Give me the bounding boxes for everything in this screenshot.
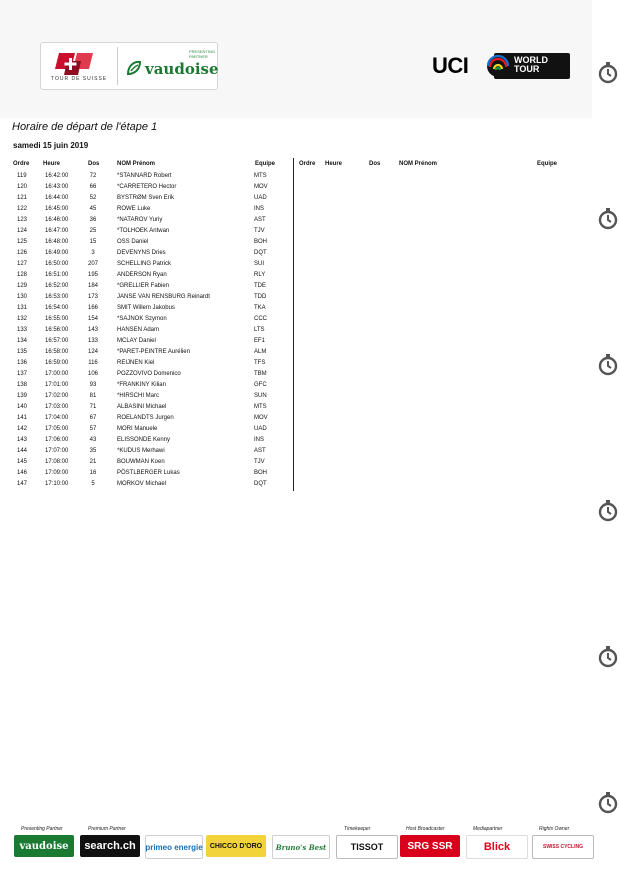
start-time: 16:46:00 [45,217,69,223]
rider-name: *FRANKINY Kilian [117,382,166,388]
table-row [0,371,300,382]
rider-order: 136 [17,360,28,366]
sponsor-label: Premium Partner [88,826,126,832]
uci-wordmark: UCI [432,53,469,78]
bib-number: 45 [89,206,97,212]
sponsor-label: Mediapartner [473,826,503,832]
rider-order: 140 [17,404,28,410]
start-time: 16:57:00 [45,338,69,344]
rider-order: 141 [17,415,28,421]
presenting-partner-caption: PRESENTING PARTNER [189,49,216,59]
stopwatch-icon [598,208,618,230]
team-code: ALM [254,349,267,355]
rider-name: POZZOVIVO Domenico [117,371,181,377]
rider-order: 124 [17,228,28,234]
bib-number: 106 [87,371,98,377]
rider-order: 131 [17,305,28,311]
rider-name: MCLAY Daniel [117,338,156,344]
col-header-dos-right: Dos [369,161,381,167]
sponsor-srg-ssr: SRG SSR [400,835,460,857]
page-title: Horaire de départ de l'étape 1 [12,121,158,133]
sponsor-label: Presenting Partner [21,826,63,832]
rider-name: *TOLHOEK Antwan [117,228,170,234]
rider-name: MORI Manuele [117,426,158,432]
team-code: INS [254,206,265,212]
rider-order: 138 [17,382,28,388]
table-row [0,338,300,349]
sponsor-label: Host Broadcaster [406,826,445,832]
start-time: 16:58:00 [45,349,69,355]
bib-number: 16 [89,470,97,476]
team-code: SUN [254,393,267,399]
table-row [0,393,300,404]
bib-number: 124 [87,349,98,355]
stage-date: samedi 15 juin 2019 [13,141,89,150]
team-code: DQT [254,250,267,256]
sponsor-brunos: Bruno's Best [272,835,330,859]
bib-number: 15 [89,239,97,245]
team-code: SUI [254,261,265,267]
rider-order: 130 [17,294,28,300]
world-tour-text: WORLD TOUR [514,55,548,74]
team-code: TKA [254,305,266,311]
rider-order: 125 [17,239,28,245]
rider-name: JANSE VAN RENSBURG Reinardt [117,294,210,300]
bib-number: 52 [89,195,97,201]
team-code: MOV [254,184,268,190]
col-header-nom: NOM Prénom [117,161,156,167]
table-row [0,217,300,228]
team-code: CCC [254,316,267,322]
start-time: 17:02:00 [45,393,69,399]
start-time: 16:50:00 [45,261,69,267]
rider-name: *GRELLIER Fabien [117,283,170,289]
table-row [0,173,300,184]
rider-order: 142 [17,426,28,432]
rider-name: *HIRSCHI Marc [117,393,160,399]
team-code: LTS [254,327,265,333]
table-row [0,415,300,426]
start-time: 17:01:00 [45,382,69,388]
rider-name: MORKOV Michael [117,481,167,487]
rider-order: 128 [17,272,28,278]
stopwatch-icon [598,792,618,814]
bib-number: 173 [87,294,98,300]
sponsor-footer [0,826,620,866]
sponsor-tissot: TISSOT [336,835,398,859]
rider-name: ANDERSON Ryan [117,272,167,278]
tour-de-suisse-wordmark: TOUR DE SUISSE [51,76,108,82]
logo-divider [117,47,118,85]
table-row [0,426,300,437]
rider-name: ALBASINI Michael [117,404,167,410]
vaudoise-wordmark: vaudoise [145,60,219,78]
start-time: 16:43:00 [45,184,69,190]
table-row [0,316,300,327]
col-header-equipe-right: Equipe [537,161,558,167]
rider-name: *CARRETERO Hector [117,184,177,190]
table-row [0,448,300,459]
table-row [0,481,300,492]
table-row [0,470,300,481]
rider-order: 119 [17,173,27,179]
rider-order: 134 [17,338,28,344]
rider-order: 132 [17,316,28,322]
rider-order: 122 [17,206,28,212]
start-time: 16:44:00 [45,195,69,201]
start-time: 16:47:00 [45,228,69,234]
bib-number: 43 [89,437,97,443]
team-code: TJV [254,228,265,234]
team-code: BOH [254,470,268,476]
team-code: UAD [254,195,267,201]
bib-number: 72 [89,173,97,179]
rider-order: 146 [17,470,28,476]
team-code: MTS [254,404,267,410]
bib-number: 21 [89,459,97,465]
bib-number: 81 [89,393,97,399]
stopwatch-icon [598,646,618,668]
bib-number: 133 [87,338,98,344]
rider-name: BOUWMAN Koen [117,459,165,465]
rider-name: ROELANDTS Jurgen [117,415,174,421]
start-time: 16:52:00 [45,283,69,289]
rider-name: SCHELLING Patrick [117,261,172,267]
col-header-ordre: Ordre [13,161,30,167]
rider-name: SMIT Willem Jakobus [117,305,175,311]
rider-order: 120 [17,184,28,190]
table-row [0,184,300,195]
rider-order: 127 [17,261,28,267]
bib-number: 207 [87,261,98,267]
sponsor-blick: Blick [466,835,528,859]
bib-number: 66 [89,184,97,190]
rider-order: 143 [17,437,28,443]
start-time: 17:00:00 [45,371,69,377]
bib-number: 184 [87,283,98,289]
start-time: 16:53:00 [45,294,69,300]
start-time: 16:42:00 [45,173,69,179]
team-code: DQT [254,481,267,487]
team-code: TJV [254,459,265,465]
table-row [0,294,300,305]
start-time: 17:07:00 [45,448,69,454]
bib-number: 154 [87,316,98,322]
team-code: MTS [254,173,267,179]
team-code: INS [254,437,265,443]
bib-number: 93 [89,382,97,388]
bib-number: 3 [91,250,95,256]
bib-number: 195 [87,272,98,278]
rider-name: *PARET-PEINTRE Aurélien [117,349,190,355]
start-time: 16:51:00 [45,272,69,278]
team-code: TDD [254,294,267,300]
start-time: 16:49:00 [45,250,69,256]
start-time: 16:54:00 [45,305,69,311]
stopwatch-icon [598,354,618,376]
col-header-equipe: Equipe [255,161,276,167]
rider-order: 147 [17,481,28,487]
sponsor-vaudoise: vaudoise [14,835,74,857]
table-row [0,250,300,261]
sponsor-label: Timekeeper [344,826,371,832]
rider-name: *NATAROV Yuriy [117,217,163,223]
team-code: AST [254,448,266,454]
table-row [0,382,300,393]
start-time: 16:45:00 [45,206,69,212]
rider-name: PÖSTLBERGER Lukas [117,470,180,476]
start-time: 16:59:00 [45,360,69,366]
rider-name: REIJNEN Kiel [117,360,155,366]
table-row [0,305,300,316]
start-time: 17:06:00 [45,437,69,443]
team-code: EF1 [254,338,266,344]
table-row [0,459,300,470]
sponsor-chicco: CHICCO D'ORO [206,835,266,857]
table-row [0,437,300,448]
start-time: 17:09:00 [45,470,69,476]
col-header-ordre-right: Ordre [299,161,316,167]
sponsor-label: Rights Owner [539,826,570,832]
col-header-heure-right: Heure [325,161,343,167]
team-code: TDE [254,283,266,289]
stopwatch-icon [598,62,618,84]
team-code: AST [254,217,266,223]
team-code: RLY [254,272,266,278]
rider-order: 126 [17,250,28,256]
rider-name: BYSTRØM Sven Erik [117,195,175,201]
rider-order: 145 [17,459,28,465]
start-time: 16:55:00 [45,316,69,322]
table-row [0,239,300,250]
table-row [0,349,300,360]
bib-number: 57 [89,426,97,432]
team-code: TFS [254,360,266,366]
team-code: MOV [254,415,268,421]
bib-number: 71 [89,404,97,410]
vaudoise-leaf-icon [125,59,143,77]
bib-number: 25 [89,228,97,234]
start-time: 17:10:00 [45,481,69,487]
bib-number: 36 [89,217,97,223]
start-time: 17:03:00 [45,404,69,410]
rider-name: OSS Daniel [117,239,149,245]
rider-name: *KUDUS Merhawi [117,448,165,454]
bib-number: 116 [88,360,98,366]
bib-number: 143 [87,327,98,333]
table-row [0,283,300,294]
table-row [0,195,300,206]
bib-number: 67 [89,415,97,421]
sponsor-search: search.ch [80,835,140,857]
uci-rainbow-icon [486,54,510,78]
bib-number: 166 [87,305,98,311]
team-code: BOH [254,239,268,245]
table-row [0,206,300,217]
rider-order: 135 [17,349,28,355]
table-row [0,360,300,371]
rider-name: *STANNARD Robert [117,173,172,179]
organizer-logo-box [40,42,218,90]
rider-name: DEVENYNS Dries [117,250,166,256]
bib-number: 35 [89,448,97,454]
table-row [0,228,300,239]
table-row [0,261,300,272]
team-code: GFC [254,382,267,388]
rider-order: 139 [17,393,28,399]
rider-order: 121 [17,195,28,201]
team-code: UAD [254,426,267,432]
rider-order: 133 [17,327,28,333]
team-code: TBM [254,371,267,377]
rider-order: 129 [17,283,28,289]
rider-name: *SAJNOK Szymon [117,316,167,322]
sponsor-primeo: primeo energie [145,835,203,859]
col-header-nom-right: NOM Prénom [399,161,438,167]
rider-name: ROWE Luke [117,206,151,212]
start-time: 17:04:00 [45,415,69,421]
table-row [0,404,300,415]
table-row [0,327,300,338]
start-time: 16:48:00 [45,239,69,245]
start-time: 16:56:00 [45,327,69,333]
table-row [0,272,300,283]
uci-world-tour-logo [432,53,572,79]
start-time: 17:08:00 [45,459,69,465]
rider-name: HANSEN Adam [117,327,160,333]
rider-order: 144 [17,448,28,454]
rider-order: 137 [17,371,28,377]
stopwatch-icon [598,500,618,522]
rider-order: 123 [17,217,28,223]
col-header-dos: Dos [88,161,100,167]
col-header-heure: Heure [43,161,61,167]
bib-number: 5 [91,481,95,487]
rider-name: ELISSONDE Kenny [117,437,171,443]
start-time: 17:05:00 [45,426,69,432]
sponsor-swiss-cycling: SWISS CYCLING [532,835,594,859]
